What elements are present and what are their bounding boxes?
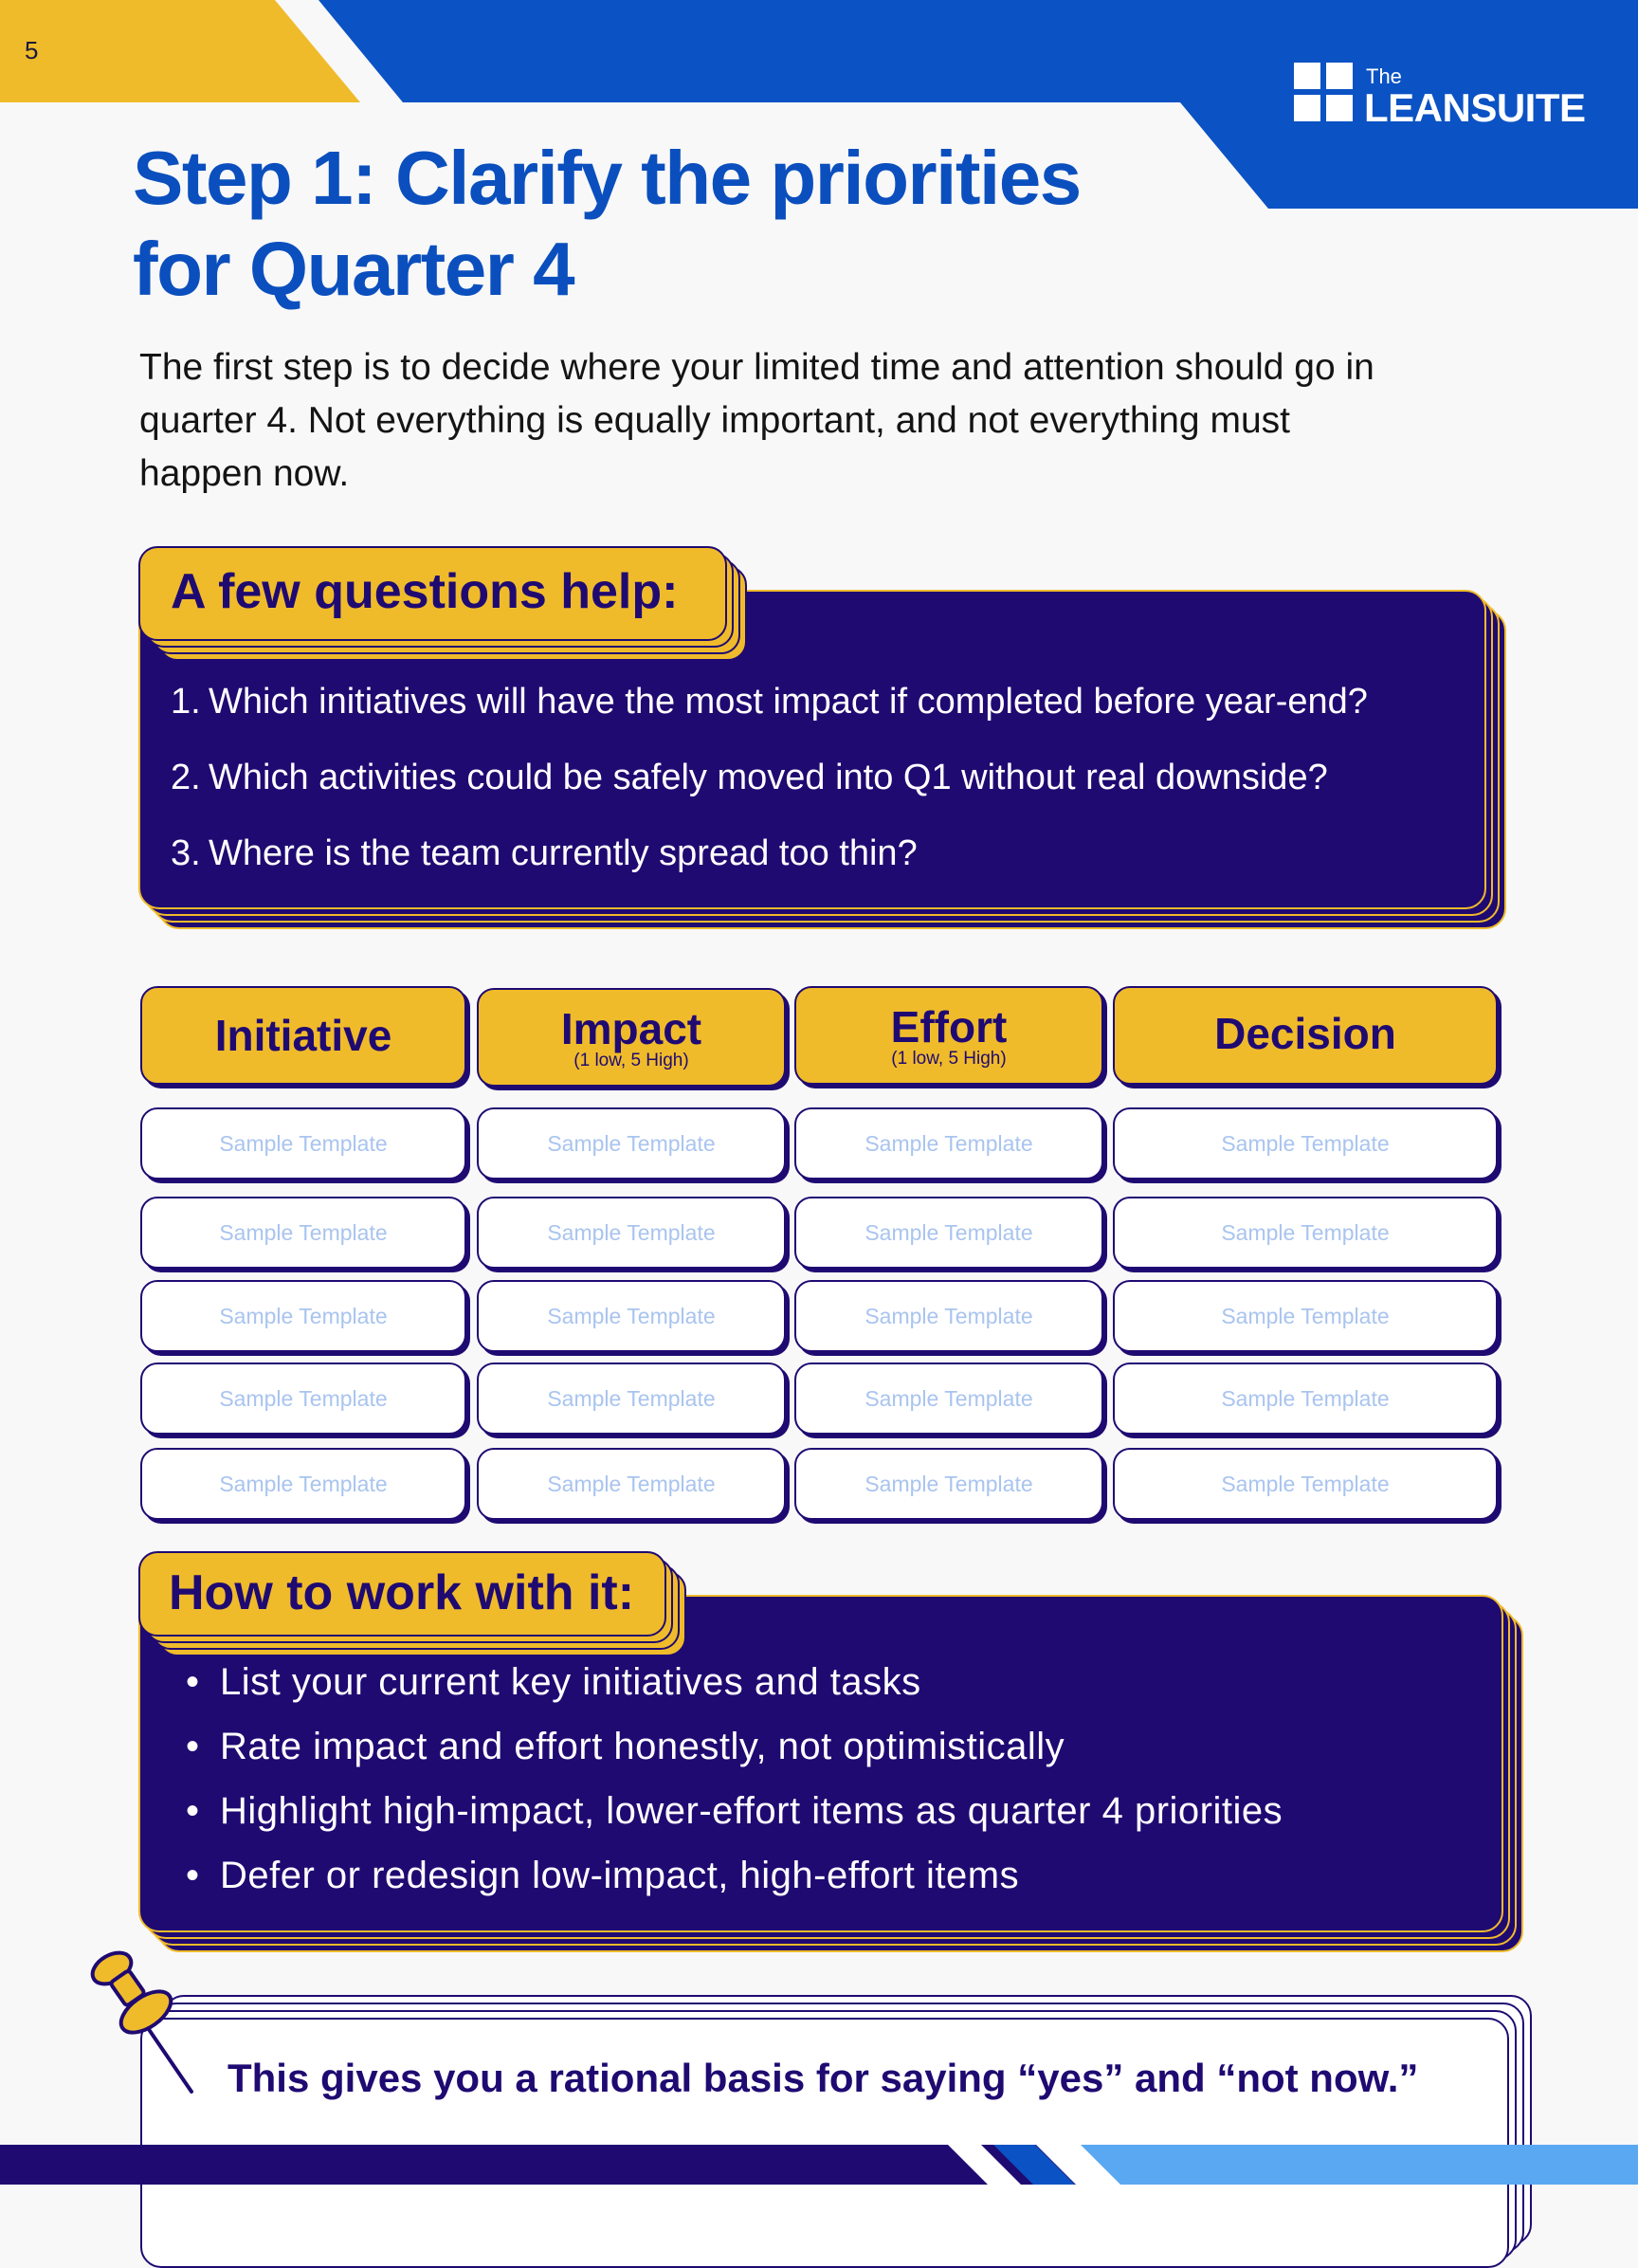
list-item: 3. Where is the team currently spread too thin? bbox=[171, 833, 918, 873]
table-cell-impact[interactable]: Sample Template bbox=[477, 1107, 786, 1180]
table-cell-decision[interactable]: Sample Template bbox=[1113, 1197, 1498, 1269]
table-cell-effort[interactable]: Sample Template bbox=[794, 1448, 1103, 1520]
intro-paragraph bbox=[139, 341, 1523, 501]
how-list bbox=[186, 1650, 1283, 1908]
logo-name: LEANSUITE bbox=[1364, 85, 1586, 130]
list-item: • Highlight high-impact, lower-effort items as quarter 4 priorities bbox=[186, 1790, 1283, 1832]
list-item: 2. Which activities could be safely moved into Q1 without real downside? bbox=[171, 758, 1328, 797]
title-line-1: Step 1: Clarify the priorities bbox=[133, 136, 1081, 220]
list-item: • Defer or redesign low-impact, high-effort items bbox=[186, 1855, 1020, 1896]
quote-text: This gives you a rational basis for saying “yes” and “not now.” bbox=[228, 2056, 1419, 2100]
table-cell-initiative[interactable]: Sample Template bbox=[140, 1363, 466, 1435]
table-cell-initiative[interactable]: Sample Template bbox=[140, 1448, 466, 1520]
questions-list bbox=[171, 671, 1368, 899]
list-item: • List your current key initiatives and tasks bbox=[186, 1661, 921, 1703]
page-title bbox=[133, 133, 1223, 315]
intro-line-3: happen now. bbox=[139, 453, 350, 494]
table-cell-effort[interactable]: Sample Template bbox=[794, 1107, 1103, 1180]
how-heading: How to work with it: bbox=[169, 1565, 635, 1620]
table-cell-initiative[interactable]: Sample Template bbox=[140, 1107, 466, 1180]
table-cell-effort[interactable]: Sample Template bbox=[794, 1280, 1103, 1352]
questions-heading: A few questions help: bbox=[171, 564, 679, 619]
logo-grid-icon bbox=[1294, 63, 1355, 123]
table-cell-initiative[interactable]: Sample Template bbox=[140, 1280, 466, 1352]
logo-small-text: The bbox=[1366, 64, 1402, 88]
table-cell-effort[interactable]: Sample Template bbox=[794, 1197, 1103, 1269]
table-cell-impact[interactable]: Sample Template bbox=[477, 1197, 786, 1269]
table-cell-impact[interactable]: Sample Template bbox=[477, 1280, 786, 1352]
table-cell-decision[interactable]: Sample Template bbox=[1113, 1363, 1498, 1435]
table-cell-initiative[interactable]: Sample Template bbox=[140, 1197, 466, 1269]
list-item: • Rate impact and effort honestly, not optimistically bbox=[186, 1726, 1065, 1767]
table-cell-impact[interactable]: Sample Template bbox=[477, 1363, 786, 1435]
list-item: 1. Which initiatives will have the most impact if completed before year-end? bbox=[171, 682, 1368, 722]
table-cell-effort[interactable]: Sample Template bbox=[794, 1363, 1103, 1435]
table-cell-impact[interactable]: Sample Template bbox=[477, 1448, 786, 1520]
intro-line-1: The first step is to decide where your limited time and attention should go in bbox=[139, 347, 1374, 388]
header-effort: Effort (1 low, 5 High) bbox=[794, 986, 1103, 1085]
table-cell-decision[interactable]: Sample Template bbox=[1113, 1448, 1498, 1520]
pushpin-icon bbox=[80, 1940, 203, 2101]
footer-banner bbox=[0, 2141, 1638, 2185]
intro-line-2: quarter 4. Not everything is equally important, and not everything must bbox=[139, 400, 1290, 441]
header-initiative: Initiative bbox=[140, 986, 466, 1085]
table-cell-decision[interactable]: Sample Template bbox=[1113, 1107, 1498, 1180]
title-line-2: for Quarter 4 bbox=[133, 227, 574, 311]
page-number: 5 bbox=[25, 36, 39, 64]
table-cell-decision[interactable]: Sample Template bbox=[1113, 1280, 1498, 1352]
header-decision: Decision bbox=[1113, 986, 1498, 1085]
header-impact: Impact (1 low, 5 High) bbox=[477, 988, 786, 1087]
